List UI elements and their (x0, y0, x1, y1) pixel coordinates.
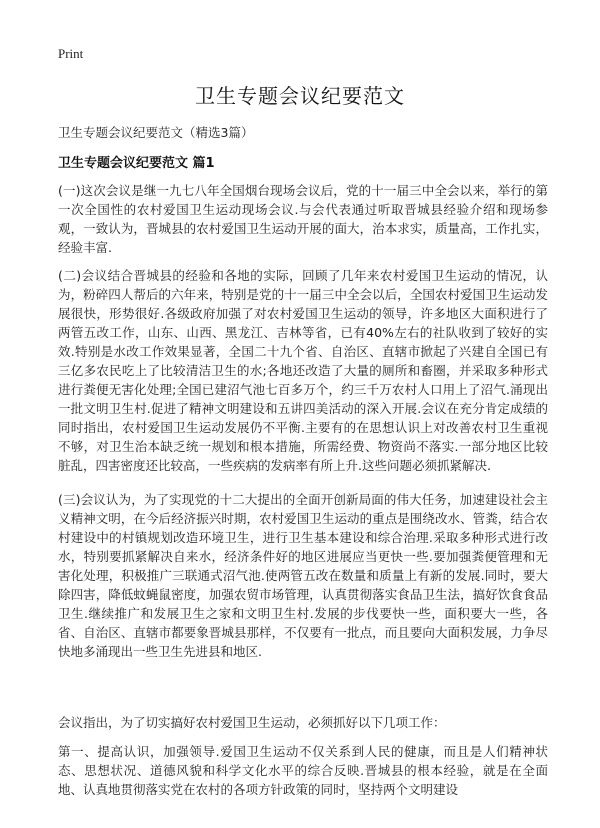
document-subtitle: 卫生专题会议纪要范文（精选3篇） (58, 125, 254, 140)
paragraph-2: (二)会议结合晋城县的经验和各地的实际，回顾了几年来农村爱国卫生运动的情况，认为，粉碎四人帮后的六年来，特别是党的十一届三中全会以后，全国农村爱国卫生运动发展很快，形势很好.各级政府加强了对农村爱国卫生运动的领导，许多地区大面积进行了两管五改工作，山东、山西、黑龙江、吉林等省，已有40%左右的社队收到了较好的实效.特别是水改工作效果显著，全国二十九个省、自治区、直辖市掀起了兴建自全国已有三亿多农民吃上了比较清洁卫生的水;各地还改造了大量的厕所和畜圈，并采取多种形式进行粪便无害化处理;全国已建沼气池七百多万个，约三千万农村人口用上了沼气.涌现出一批文明卫生村.促进了精神文明建设和五讲四美活动的深入开展.会议在充分肯定成绩的同时指出，农村爱国卫生运动发展仍不平衡.主要有的在思想认识上对改善农村卫生重视不够，对卫生治本缺乏统一规划和根本措施，所需经费、物资尚不落实.一部分地区比较脏乱，四害密度还比较高，一些疾病的发病率有所上升.这些问题必须抓紧解决. (58, 268, 548, 473)
paragraph-5: 第一、提高认识，加强领导.爱国卫生运动不仅关系到人民的健康，而且是人们精神状态、思想状况、道德风貌和科学文化水平的综合反映.晋城县的根本经验，就是在全面地、认真地贯彻落实党在农村的各项方针政策的同时，坚持两个文明建设 (58, 744, 548, 797)
print-label: Print (58, 46, 84, 61)
document-title: 卫生专题会议纪要范文 (195, 84, 405, 108)
paragraph-1: (一)这次会议是继一九七八年全国烟台现场会议后，党的十一届三中全会以来，举行的第一次全国性的农村爱国卫生运动现场会议.与会代表通过听取晋城县经验介绍和现场参观，一致认为，晋城县的农村爱国卫生运动开展的面大，治本求实，质量高，工作扎实，经验丰富. (58, 183, 548, 255)
paragraph-4: 会议指出，为了切实搞好农村爱国卫生运动，必须抓好以下几项工作： (58, 715, 446, 730)
paragraph-3: (三)会议认为，为了实现党的十二大提出的全面开创新局面的伟大任务，加速建设社会主义精神文明，在今后经济振兴时期，农村爱国卫生运动的重点是围绕改水、管粪，结合农村建设中的村镇规划改造环境卫生，进行卫生基本建设和综合治理.采取多种形式进行改水，特别要抓紧解决自来水，经济条件好的地区进展应当更快一些.要加强粪便管理和无害化处理，积极推广三联通式沼气池.使两管五改在数量和质量上有新的发展.同时，要大除四害，降低蚊蝇鼠密度，加强农贸市场管理，认真贯彻落实食品卫生法，搞好饮食食品卫生.继续推广和发展卫生之家和文明卫生村.发展的步伐要快一些，面积要大一些，各省、自治区、直辖市都要象晋城县那样，不仅要有一批点，而且要向大面积发展，力争尽快地多涌现出一些卫生先进县和地区. (58, 492, 548, 659)
section-heading: 卫生专题会议纪要范文 篇1 (58, 156, 215, 171)
